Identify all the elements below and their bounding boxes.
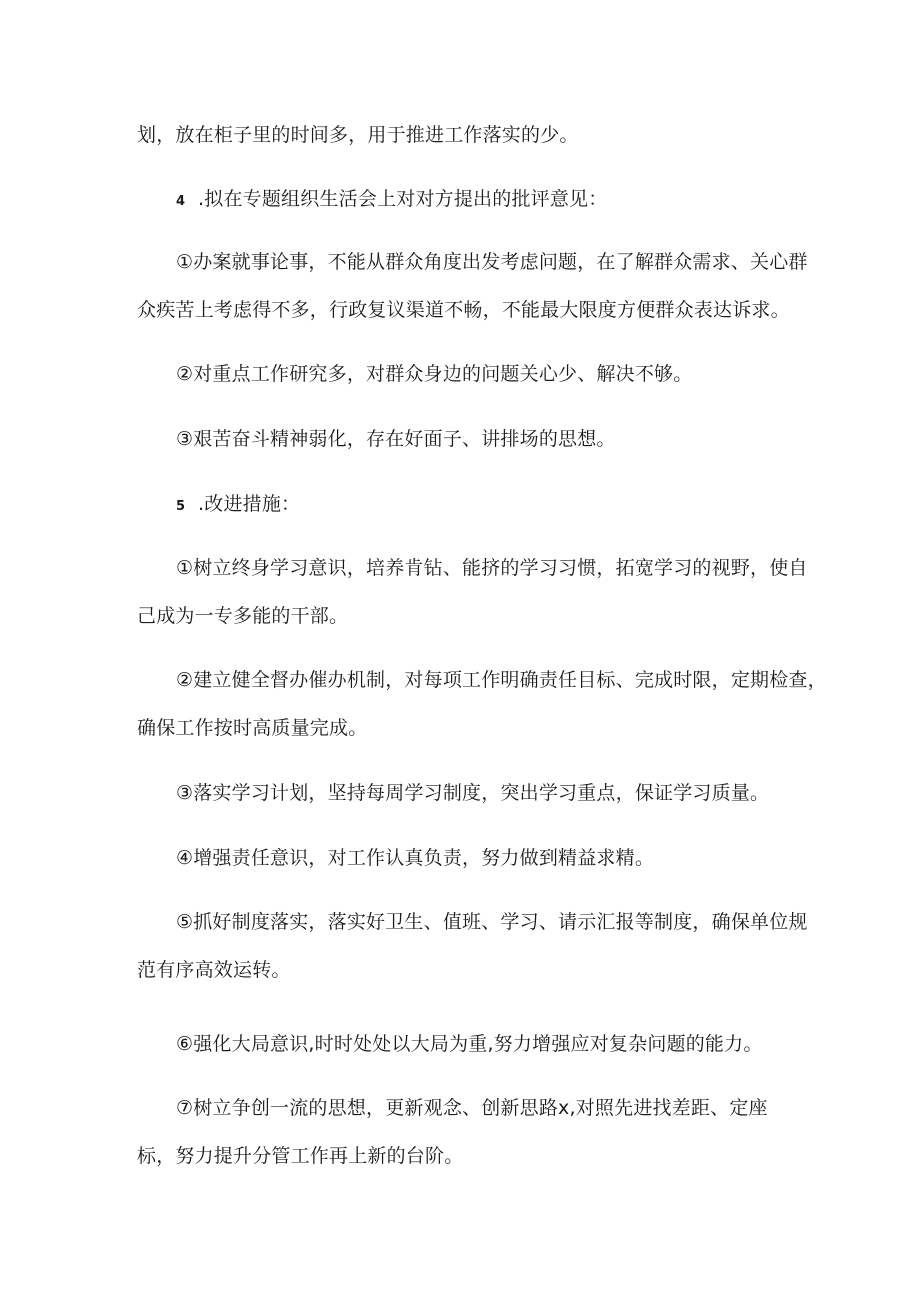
list-item-line: ②建立健全督办催办机制，对每项工作明确责任目标、完成时限，定期检查，: [176, 669, 827, 691]
list-item-line: ⑥强化大局意识,时时处处以大局为重,努力增强应对复杂问题的能力。: [176, 1033, 763, 1055]
list-item-line: ②对重点工作研究多，对群众身边的问题关心少、解决不够。: [176, 363, 693, 385]
section-heading-4: [176, 187, 607, 214]
list-item-line: 己成为一专多能的干部。: [137, 605, 349, 627]
list-item-line: ①树立终身学习意识，培养肯钻、能挤的学习习惯，拓宽学习的视野，使自: [176, 557, 808, 579]
paragraph-line: 划，放在柜子里的时间多，用于推进工作落实的少。: [137, 124, 579, 146]
section-title: .改进措施：: [198, 493, 301, 515]
list-item-line: 确保工作按时高质量完成。: [137, 717, 368, 739]
list-item-line: ①办案就事论事，不能从群众角度出发考虑问题，在了解群众需求、关心群: [176, 251, 808, 273]
section-number: 5: [176, 499, 186, 514]
list-item-line: 范有序高效运转。: [137, 959, 291, 981]
list-item-line: ④增强责任意识，对工作认真负责，努力做到精益求精。: [176, 847, 655, 869]
list-item-line: 标，努力提升分管工作再上新的台阶。: [137, 1145, 464, 1167]
section-number: 4: [176, 194, 186, 209]
list-item-line: ⑦树立争创一流的思想，更新观念、创新思路x,对照先进找差距、定座: [176, 1097, 768, 1119]
list-item-line: ③落实学习计划，坚持每周学习制度，突出学习重点，保证学习质量。: [176, 782, 770, 804]
section-title: .拟在专题组织生活会上对对方提出的批评意见：: [198, 188, 608, 210]
section-heading-5: [176, 492, 300, 519]
list-item-line: ③艰苦奋斗精神弱化，存在好面子、讲排场的思想。: [176, 428, 616, 450]
list-item-line: 众疾苦上考虑得不多，行政复议渠道不畅，不能最大限度方便群众表达诉求。: [137, 299, 790, 321]
list-item-line: ⑤抓好制度落实，落实好卫生、值班、学习、请示汇报等制度，确保单位规: [176, 911, 808, 933]
